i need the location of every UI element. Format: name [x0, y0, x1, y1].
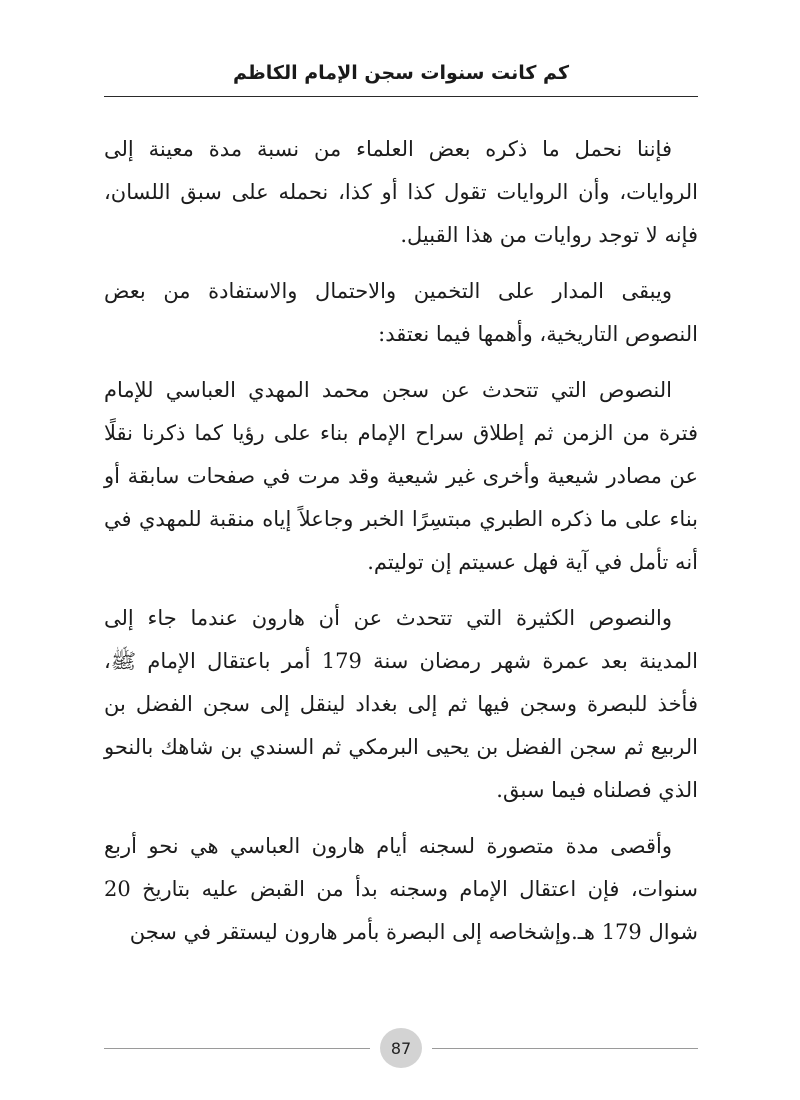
footer-divider-left	[104, 1048, 370, 1049]
running-header-title: كم كانت سنوات سجن الإمام الكاظم	[233, 62, 569, 84]
header-divider	[104, 96, 698, 97]
paragraph-1: فإننا نحمل ما ذكره بعض العلماء من نسبة مدة معينة إلى الروايات، وأن الروايات تقول كذا أو كذا، نحمله على سبق اللسان، فإنه لا توجد روايات من هذا القبيل.	[104, 137, 698, 247]
page-number-badge	[380, 1028, 422, 1068]
page-number: 87	[390, 1038, 412, 1058]
paragraph-3: النصوص التي تتحدث عن سجن محمد المهدي العباسي للإمام فترة من الزمن ثم إطلاق سراح الإمام بناء على رؤيا كما ذكرنا نقلًا عن مصادر شيعية وأخرى غير شيعية وقد مرت في صفحات سابقة أو بناء على ما ذكره الطبري مبتسِرًا الخبر وجاعلاً إياه منقبة للمهدي في أنه تأمل في آية فهل عسيتم إن توليتم.	[104, 378, 699, 574]
paragraph-2: ويبقى المدار على التخمين والاحتمال والاستفادة من بعض النصوص التاريخية، وأهمها فيما نعتقد:	[104, 279, 698, 346]
paragraph-4: والنصوص الكثيرة التي تتحدث عن أن هارون عندما جاء إلى المدينة بعد عمرة شهر رمضان سنة 179 أمر باعتقال الإمام ﷺ، فأخذ للبصرة وسجن فيها ثم إلى بغداد لينقل إلى سجن الفضل بن الربيع ثم سجن الفضل بن يحيى البرمكي ثم السندي بن شاهك بالنحو الذي فصلناه فيما سبق.	[104, 606, 698, 802]
footer-divider-right	[432, 1048, 698, 1049]
paragraph-5: وأقصى مدة متصورة لسجنه أيام هارون العباسي هي نحو أربع سنوات، فإن اعتقال الإمام وسجنه بدأ من القبض عليه بتاريخ 20 شوال 179 هـ.وإشخاصه إلى البصرة بأمر هارون ليستقر في سجن	[104, 834, 698, 944]
page-body	[104, 128, 698, 967]
